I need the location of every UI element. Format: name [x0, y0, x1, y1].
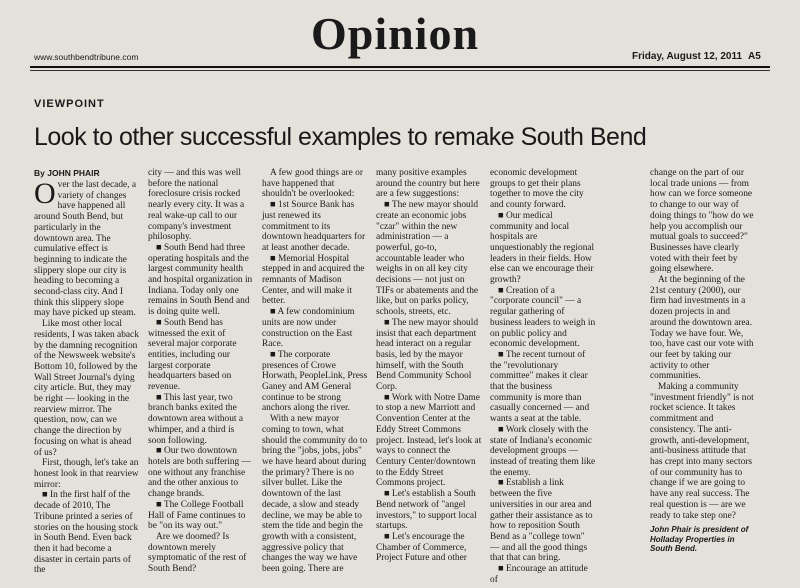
paragraph: At the beginning of the 21st century (2000), our firm had investments in a dozen projects in and around the downtown area. Today we have four. We, too, have cast our vote with our feet by taking our activity to other communities. — [650, 275, 754, 382]
paragraph: ■ In the first half of the decade of 2010, The Tribune printed a series of stories on the housing stock in South Bend. Even back then it had become a disaster in certain parts of the — [34, 490, 139, 576]
paragraph: city — and this was well before the national foreclosure crisis rocked nearly every city. It was a real wake-up call to our company's investment philosophy. — [148, 168, 245, 243]
paragraph: ■ South Bend had three operating hospitals and the largest community health and hospital organization in Indiana. Today only one remains in South Bend and is doing quite well. — [148, 242, 253, 318]
paragraph: ■ The recent turnout of the "revolutionary committee" makes it clear that the business community is more than casually concerned — and wants a seat at the table. — [490, 349, 590, 425]
article-column-2 — [148, 168, 254, 576]
paragraph: ■ Work with Notre Dame to stop a new Marriott and Convention Center at the Eddy Street Commons project. Instead, let's look at ways to connect the Century Center/downtown to the Eddy Street Commons project. — [376, 392, 482, 489]
page-number: A5 — [748, 51, 761, 62]
paragraph: ■ Our two downtown hotels are both suffering — one without any franchise and the other anxious to change brands. — [148, 446, 251, 500]
header-rule-thin — [30, 70, 770, 71]
paragraph: Making a community "investment friendly" is not rocket science. It takes commitment and consistency. The anti-growth, anti-development, anti-business attitude that has crept into many sectors of our community has to change if we are going to have any real success. The real question is — are we ready to take step one? — [650, 382, 754, 521]
paragraph: First, though, let's take an honest look in that rearview mirror: — [34, 458, 139, 490]
article-column-1 — [34, 177, 140, 588]
issue-date: Friday, August 12, 2011 — [632, 51, 743, 62]
date-line — [632, 51, 761, 62]
headline: Look to other successful examples to remake South Bend — [34, 123, 647, 151]
paragraph: ■ Work closely with the state of Indiana's economic development groups — instead of treating them like the enemy. — [490, 424, 596, 478]
paragraph: With a new mayor coming to town, what should the community do to bring the "jobs, jobs, jobs" we have heard about during the primary? There is no silver bullet. Like the downtown of the last decade, a slow and steady decline, we may be able to stem the tide and begin the growth with a consistent, aggressive policy that changes the way we have been going. There are — [262, 414, 368, 575]
article-column-3 — [262, 168, 368, 576]
paragraph: economic development groups to get their plans together to move the city and county forward. — [490, 168, 584, 211]
byline: By JOHN PHAIR — [34, 168, 100, 178]
paragraph: ■ Let's establish a South Bend network of "angel investors," to support local startups. — [376, 489, 477, 532]
paragraph: ■ Our medical community and local hospitals are unquestionably the regional leaders in their fields. How else can we encourage their growth? — [490, 210, 595, 286]
article-column-4 — [376, 168, 482, 576]
paragraph: ■ Establish a link between the five universities in our area and gather their assistance as to how to reposition South Bend as a "college town" — and all the good things that that can bring. — [490, 478, 593, 564]
paragraph: Like most other local residents, I was taken aback by the damning recognition of the Newsweek website's Bottom 10, followed by the Wall Street Journal's dying city article. But, they may be right — looking in the rearview mirror. The question, now, can we change the direction by focusing on what is ahead of us? — [34, 319, 139, 458]
paragraph: ■ The College Football Hall of Fame continues to be "on its way out." — [148, 499, 246, 532]
paragraph: A few good things are or have happened that shouldn't be overlooked: — [262, 168, 363, 200]
paragraph: ■ South Bend has witnessed the exit of several major corporate entities, including our largest corporate headquarters based on revenue. — [148, 317, 237, 393]
paragraph: many positive examples around the country but here are a few suggestions: — [376, 168, 480, 200]
author-note: John Phair is president of Holladay Properties in South Bend. — [650, 525, 749, 554]
paragraph: ■ The new mayor should create an economic jobs "czar" within the new administration — a powerful, go-to, accountable leader who weighs in on all key city decisions — not just on TIFs or abatements and the like, but on parks policy, schools, streets, etc. — [376, 200, 479, 318]
site-url: www.southbendtribune.com — [34, 52, 139, 62]
article-column-6 — [650, 168, 756, 576]
drop-cap: O — [34, 177, 56, 210]
paragraph: ■ Creation of a "corporate council" — a regular gathering of business leaders to weigh in on public policy and economic development. — [490, 285, 596, 350]
article-column-5 — [490, 168, 596, 585]
paragraph: Over the last decade, a variety of changes have happened all around South Bend, but particularly in the downtown area. The cumulative effect is beginning to indicate the slippery slope our city is heading to becoming a second-class city. And I think this slippery slope may have picked up steam. — [34, 177, 137, 319]
paragraph: Are we doomed? Is downtown merely symptomatic of the rest of South Bend? — [148, 531, 247, 575]
paragraph: ■ 1st Source Bank has just renewed its commitment to its downtown headquarters for at least another decade. — [262, 200, 366, 253]
paragraph: ■ The corporate presences of Crowe Horwath, PeopleLink, Press Ganey and AM General continue to be strong anchors along the river. — [262, 349, 368, 414]
section-title: Opinion — [310, 8, 480, 59]
paragraph: ■ The new mayor should insist that each department head interact on a regular basis, led by the mayor himself, with the South Bend Community School Corp. — [376, 317, 479, 393]
paragraph: ■ This last year, two branch banks exited the downtown area without a whimper, and a third is soon following. — [148, 392, 244, 446]
header-rule — [30, 66, 770, 68]
paragraph: ■ Encourage an attitude of — [490, 564, 588, 585]
paragraph: change on the part of our local trade unions — from how can we force someone to change to our way of doing things to "how do we help you accomplish our mutual goals to succeed?" Businesses have clearly voted with their feet by going elsewhere. — [650, 168, 754, 275]
kicker: VIEWPOINT — [34, 98, 105, 110]
paragraph: ■ Let's encourage the Chamber of Commerce, Project Future and other — [376, 531, 467, 564]
paragraph: ■ A few condominium units are now under construction on the East Race. — [262, 307, 355, 350]
paragraph: ■ Memorial Hospital stepped in and acquired the remnants of Madison Center, and will make it better. — [262, 253, 365, 307]
